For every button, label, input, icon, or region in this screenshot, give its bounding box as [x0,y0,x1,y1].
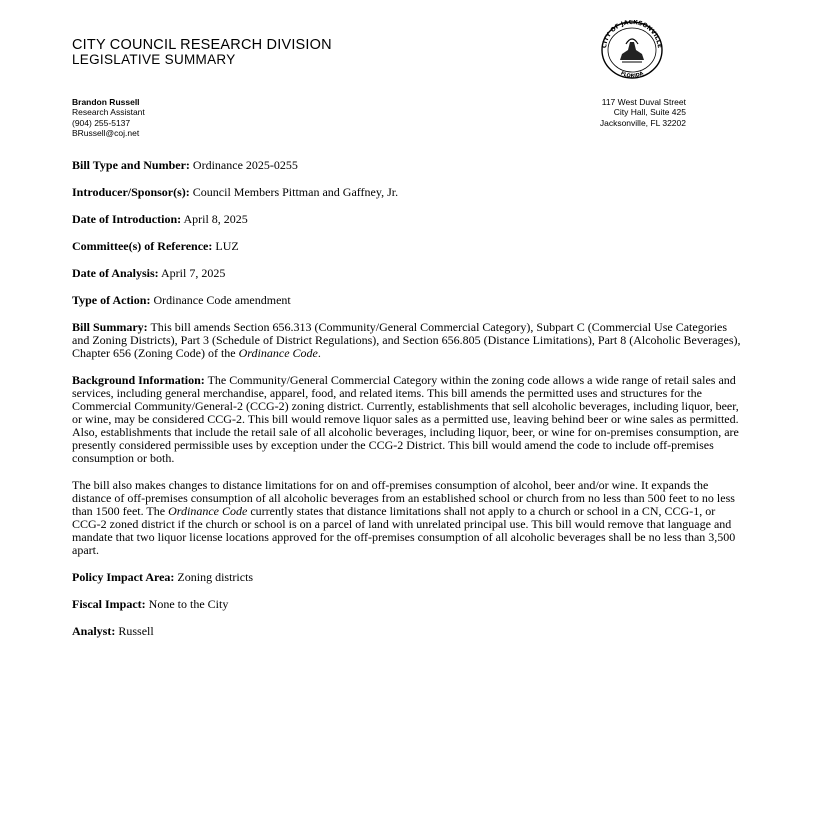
fiscal-impact-field [72,598,744,611]
svg-text:FLORIDA: FLORIDA [619,70,645,80]
policy-impact-value: Zoning districts [177,570,254,584]
document-type: LEGISLATIVE SUMMARY [72,52,236,67]
background-paragraph [72,374,744,465]
analyst-value: Russell [118,624,154,638]
analysis-date-label: Date of Analysis: [72,266,159,280]
bill-type-value: Ordinance 2025-0255 [192,158,298,172]
committee-value: LUZ [215,239,239,253]
contact-name: Brandon Russell [72,97,140,107]
bill-summary-label: Bill Summary: [72,320,148,334]
city-seal-icon [592,20,672,80]
action-type-label: Type of Action: [72,293,151,307]
contact-title: Research Assistant [72,107,145,118]
svg-text:CITY OF JACKSONVILLE: CITY OF JACKSONVILLE [601,20,663,49]
committee-field [72,240,744,253]
bill-summary-end: . [317,346,321,360]
introduction-date-label: Date of Introduction: [72,212,182,226]
distance-italic: Ordinance Code [168,504,248,518]
introduction-date-field [72,213,744,226]
address-line-2: City Hall, Suite 425 [613,107,686,118]
contact-email[interactable]: BRussell@coj.net [72,127,140,138]
office-address [560,97,686,128]
summary-body [72,159,744,652]
analysis-date-field [72,267,744,280]
fiscal-impact-label: Fiscal Impact: [72,597,146,611]
distance-text-a: The bill also makes changes to distance limitations for on and off-premises consumption of alcohol, beer and/or wine. It expands the distance of off-premises consumption of all alcoholic beverages from an established school or church from no less than 500 feet to no less than 1500 feet. The [72,478,735,518]
bill-summary-italic: Ordinance Code [238,346,318,360]
action-type-value: Ordinance Code amendment [153,293,291,307]
division-title: CITY COUNCIL RESEARCH DIVISION [72,37,332,53]
address-line-3: Jacksonville, FL 32202 [599,117,686,128]
policy-impact-label: Policy Impact Area: [72,570,175,584]
background-text: The Community/General Commercial Category within the zoning code allows a wide range of retail sales and services, including general merchandise, apparel, food, and related items. This bill amends the permitted uses and structures for the Commercial Community/General-2 (CCG-2) zoning district. Currently, establishments that sell alcoholic beverages, including liquor, beer, or wine, may be considered CCG-2. This bill would remove liquor sales as a permitted use, leaving behind beer or wine sales as permitted. Also, establishments that include the retail sale of all alcoholic beverages, including liquor, beer, or wine for on-premises consumption, are presently considered permissible uses by exception under the CCG-2 District. This bill would amend the code to include off-premises consumption or both. [72,373,739,465]
bill-type-field [72,159,744,172]
sponsor-label: Introducer/Sponsor(s): [72,185,190,199]
bill-summary-paragraph [72,321,744,360]
policy-impact-field [72,571,744,584]
introduction-date-value: April 8, 2025 [183,212,248,226]
bill-summary-text: This bill amends Section 656.313 (Community/General Commercial Category), Subpart C (Commercial Use Categories and Zoning Districts), Part 3 (Schedule of District Regulations), and Section 656.805 (Distance Limitations), Part 8 (Alcoholic Beverages), Chapter 656 (Zoning Code) of the [72,320,741,360]
bill-type-label: Bill Type and Number: [72,158,190,172]
action-type-field [72,294,744,307]
analyst-label: Analyst: [72,624,116,638]
sponsor-field [72,186,744,199]
fiscal-impact-value: None to the City [148,597,229,611]
distance-text-b: currently states that distance limitations shall not apply to a church or school in a CN, CCG-1, or CCG-2 zoned district if the church or school is on a parcel of land with unrelated principal use. This bill would remove that language and mandate that two liquor license locations approved for the off-premises consumption of all alcoholic beverages shall be no less than 3,500 apart. [72,504,736,557]
analyst-field [72,625,744,638]
sponsor-value: Council Members Pittman and Gaffney, Jr. [192,185,399,199]
analysis-date-value: April 7, 2025 [161,266,226,280]
analyst-contact [72,97,145,138]
distance-paragraph [72,479,744,557]
address-line-1: 117 West Duval Street [601,97,686,107]
contact-phone: (904) 255-5137 [72,117,131,128]
background-label: Background Information: [72,373,205,387]
committee-label: Committee(s) of Reference: [72,239,213,253]
